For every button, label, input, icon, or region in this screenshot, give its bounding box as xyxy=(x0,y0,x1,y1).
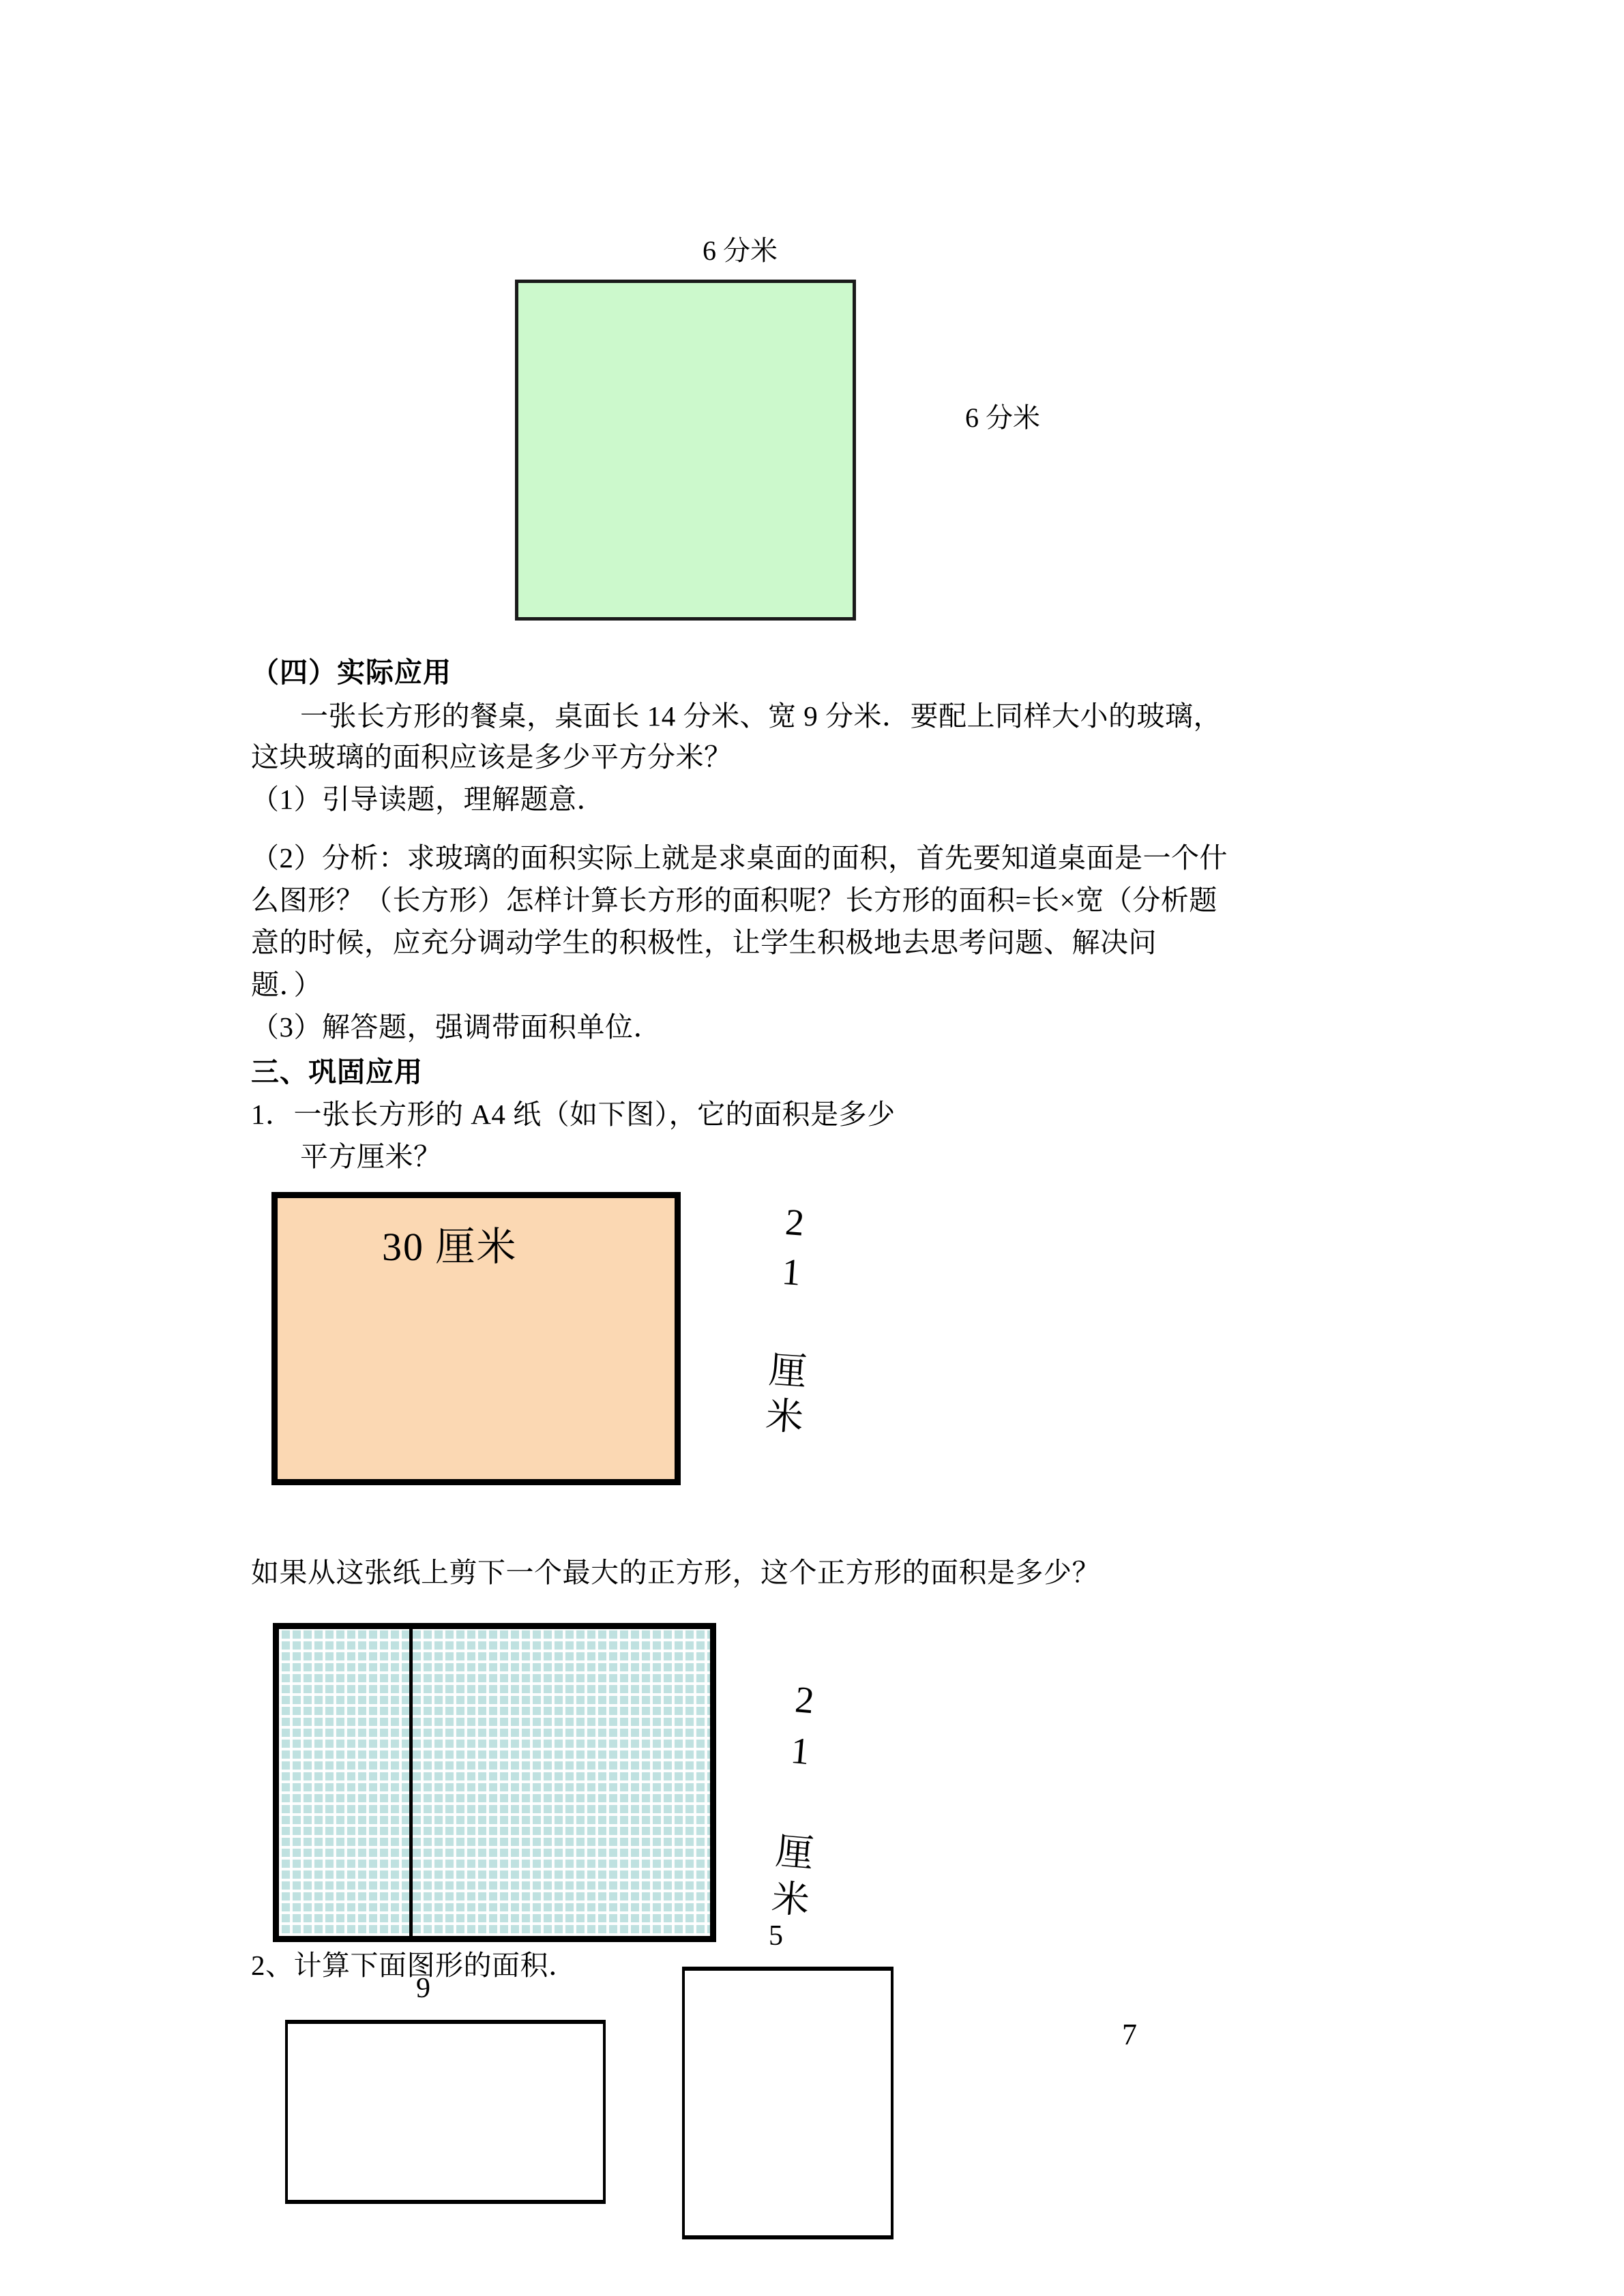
page-number: 7 xyxy=(1122,2018,1137,2051)
section-four-line-7: 题．） xyxy=(251,969,322,1000)
section-four-line-4: （2）分析：求玻璃的面积实际上就是求桌面的面积，首先要知道桌面是一个什 xyxy=(251,842,1228,874)
cut-square-divider-line xyxy=(409,1623,413,1942)
exercise-rectangle-a-top-edge xyxy=(285,2020,606,2024)
exercise-rectangle-a-bottom-edge xyxy=(285,2200,606,2204)
exercise-rectangle-a xyxy=(285,2020,606,2204)
section-four-heading: （四）实际应用 xyxy=(251,657,452,688)
section-four-line-1: 一张长方形的餐桌，桌面长 14 分米、宽 9 分米．要配上同样大小的玻璃， xyxy=(300,700,1222,732)
section-four-line-6: 意的时候，应充分调动学生的积极性，让学生积极地去思考问题、解决问 xyxy=(251,927,1157,958)
section-four-line-5: 么图形？（长方形）怎样计算长方形的面积呢？长方形的面积=长×宽（分析题 xyxy=(251,884,1217,916)
exercise-rectangle-a-label: 9 xyxy=(416,1973,430,2004)
question-1-line-1: 1．一张长方形的 A4 纸（如下图），它的面积是多少 xyxy=(251,1099,896,1130)
exercise-rectangle-b-label: 5 xyxy=(769,1920,783,1952)
a4-width-label: 30 厘米 xyxy=(382,1225,518,1269)
section-four-line-3: （1）引导读题，理解题意． xyxy=(251,784,605,815)
exercise-rectangle-b-bottom-edge xyxy=(682,2235,894,2239)
cut-square-teal-figure xyxy=(273,1623,716,1942)
question-1-line-2: 平方厘米？ xyxy=(300,1141,442,1172)
green-square-top-label: 6 分米 xyxy=(703,235,778,266)
green-square-right-label: 6 分米 xyxy=(965,402,1040,433)
section-four-line-8: （3）解答题，强调带面积单位． xyxy=(251,1011,662,1043)
section-four-line-2: 这块玻璃的面积应该是多少平方分米？ xyxy=(251,741,733,773)
green-square-figure xyxy=(515,280,856,621)
cut-square-height-label: 21 厘米 xyxy=(764,1677,827,1928)
question-1b-text: 如果从这张纸上剪下一个最大的正方形，这个正方形的面积是多少？ xyxy=(251,1557,1100,1588)
exercise-rectangle-b-top-edge xyxy=(682,1967,894,1971)
exercise-rectangle-b xyxy=(682,1967,894,2239)
a4-height-label: 21 厘米 xyxy=(758,1199,817,1444)
question-2-text: 2、计算下面图形的面积． xyxy=(251,1950,577,1981)
section-three-heading: 三、巩固应用 xyxy=(251,1056,423,1088)
